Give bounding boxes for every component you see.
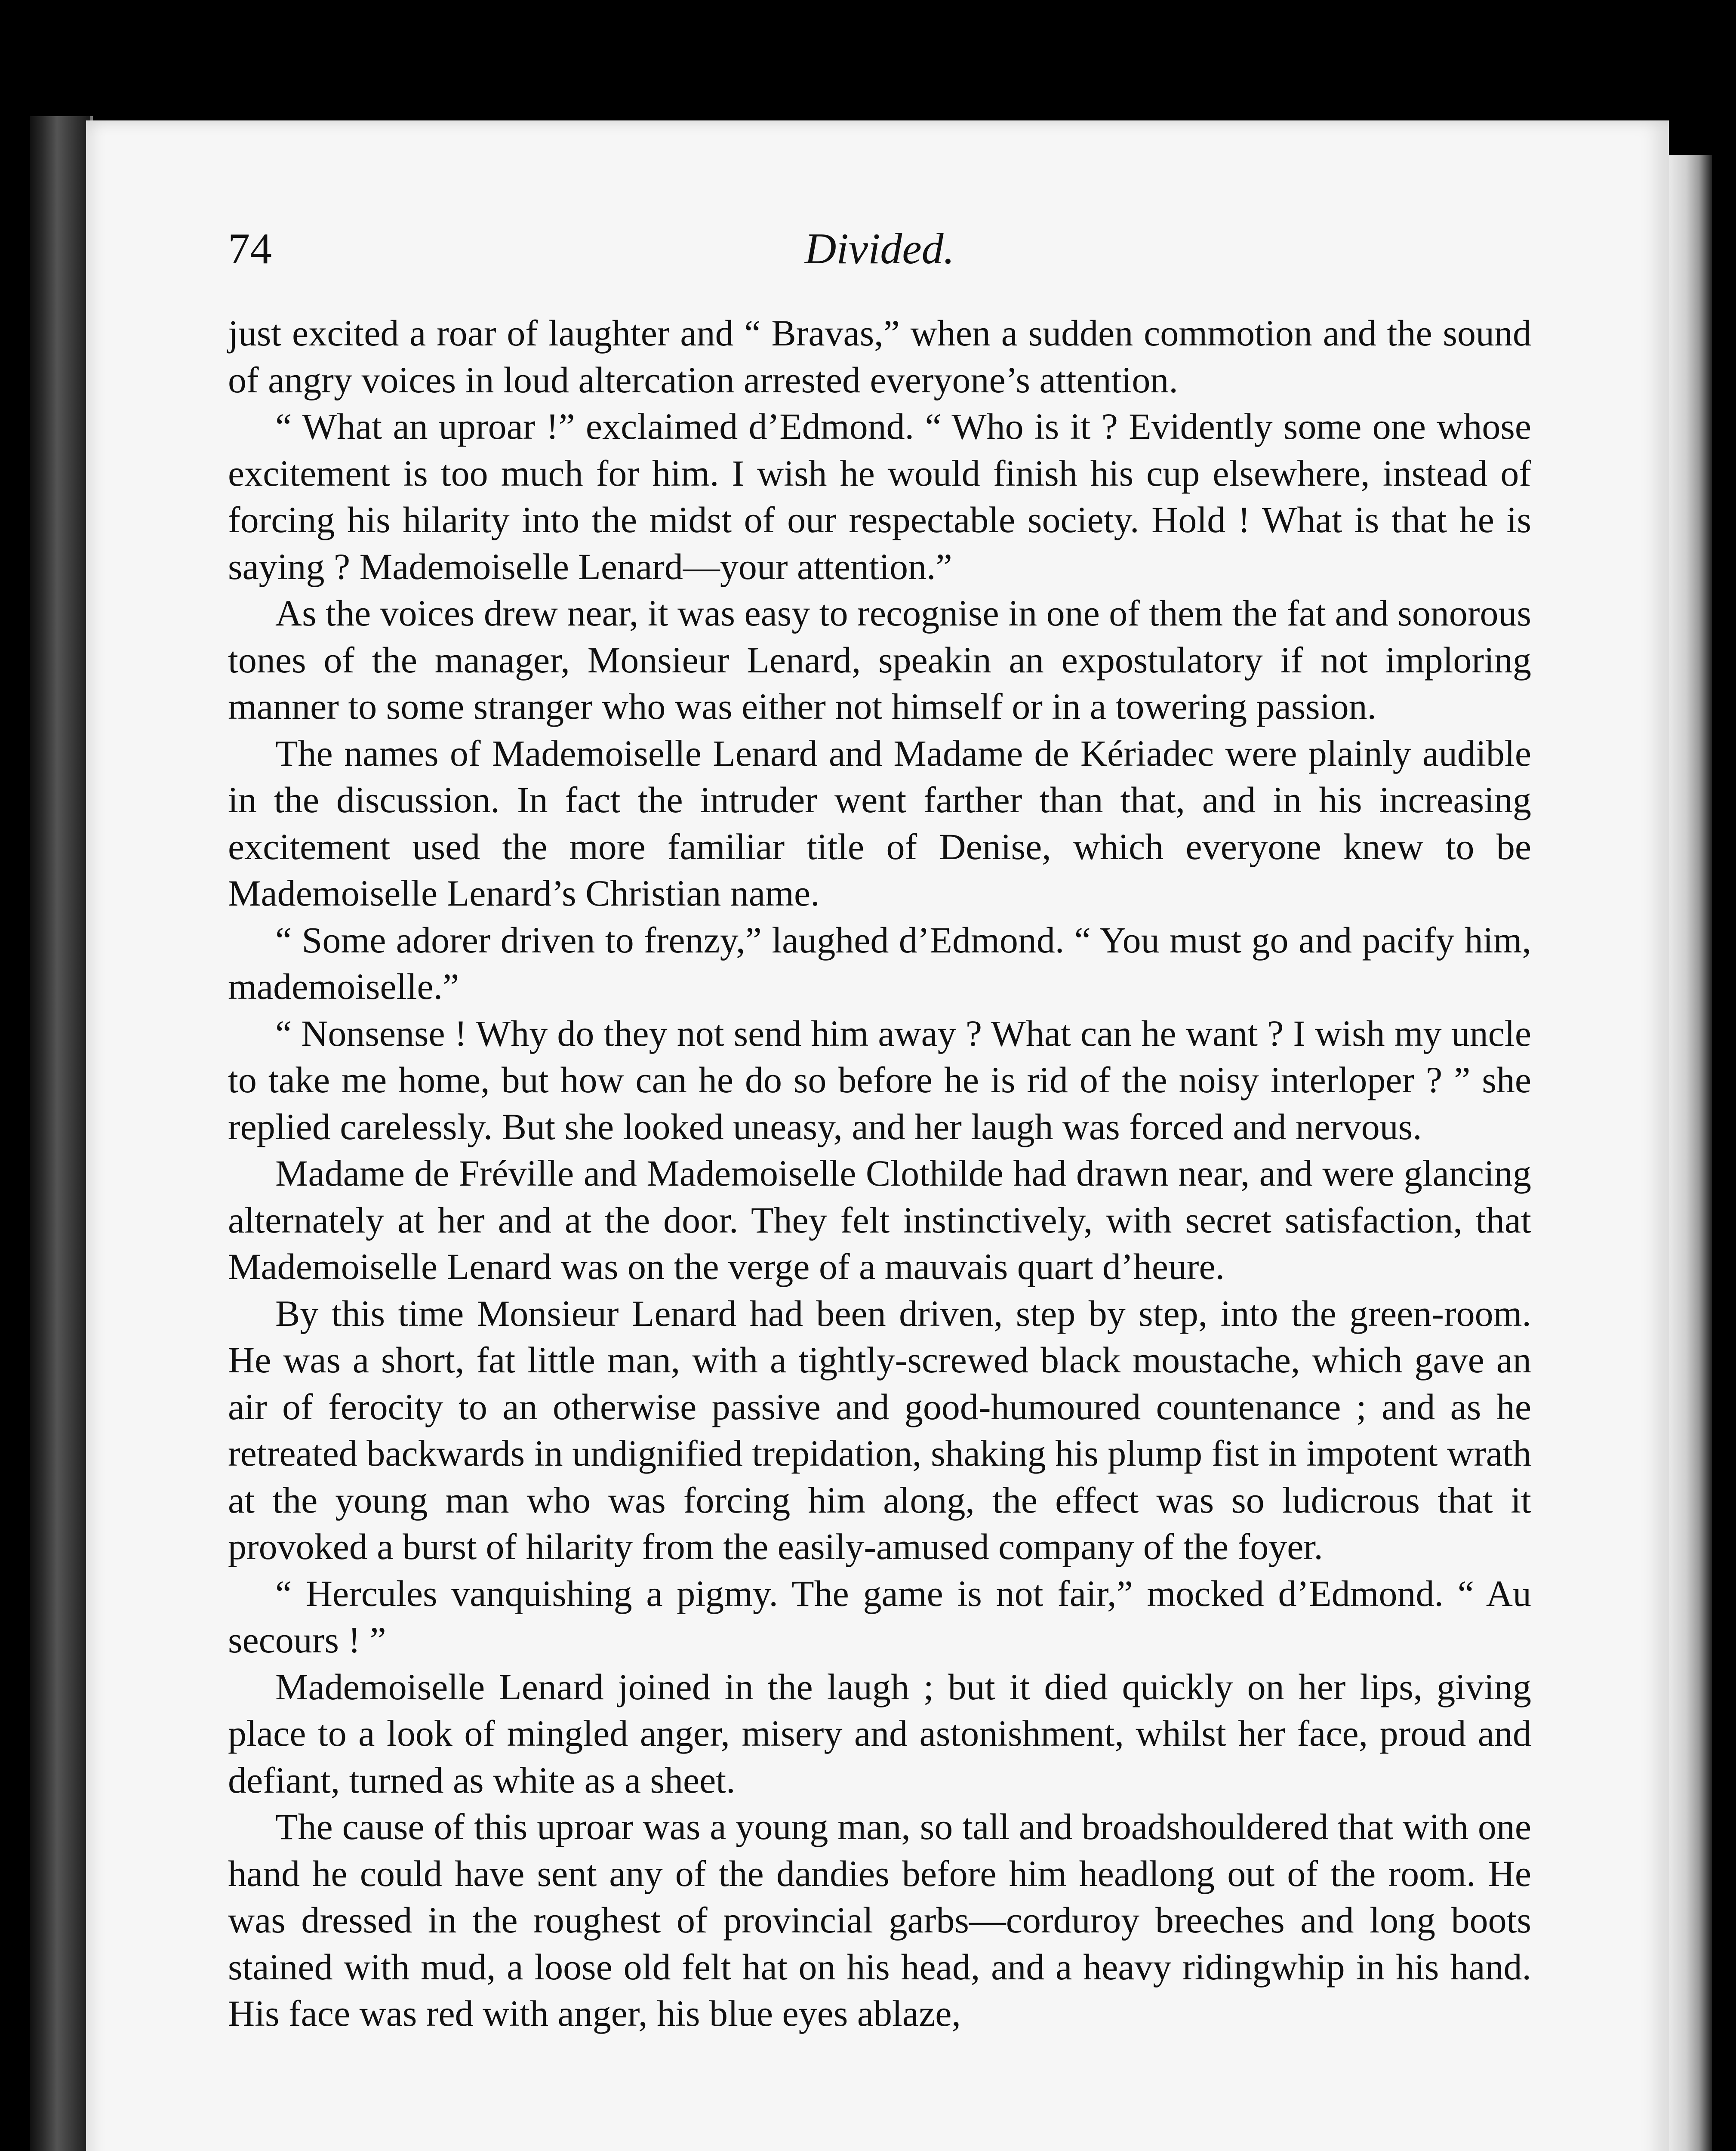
paragraph: “ Hercules vanquishing a pigmy. The game is not fair,” mocked d’Edmond. “ Au secours ! ”: [228, 1572, 1531, 1661]
paragraph: As the voices drew near, it was easy to recognise in one of them the fat and sonorous tones of the manager, Monsieur Lenard, speakin an expostulatory if not imploring manner to some stranger who was either not himself or in a towering passion.: [228, 592, 1531, 727]
page-stack-left-edge: [30, 116, 93, 2151]
paragraph: Mademoiselle Lenard joined in the laugh ; but it died quickly on her lips, giving place to a look of mingled anger, misery and astonishment, whilst her face, proud and defiant, turned as white as a sheet.: [228, 1666, 1531, 1801]
page-number: 74: [228, 225, 272, 273]
paragraph: “ Some adorer driven to frenzy,” laughed d’Edmond. “ You must go and pacify him, mademoiselle.”: [228, 919, 1531, 1007]
body-text: [228, 310, 1531, 2037]
paragraph: The cause of this uproar was a young man, so tall and broadshouldered that with one hand he could have sent any of the dandies before him headlong out of the room. He was dressed in the roughest of provincial garbs—corduroy breeches and long boots stained with mud, a loose old felt hat on his head, and a heavy ridingwhip in his hand. His face was red with anger, his blue eyes ablaze,: [228, 1806, 1531, 2034]
page-header: [228, 224, 1531, 275]
running-title: Divided.: [804, 225, 955, 273]
facing-page-edge: [1669, 155, 1712, 2151]
paragraph: The names of Mademoiselle Lenard and Madame de Kériadec were plainly audible in the discussion. In fact the intruder went farther than that, and in his increasing excitement used the more familiar title of Denise, which everyone knew to be Mademoiselle Lenard’s Christian name.: [228, 732, 1531, 914]
paragraph: “ Nonsense ! Why do they not send him away ? What can he want ? I wish my uncle to take me home, but how can he do so before he is rid of the noisy interloper ? ” she replied carelessly. But she looked uneasy, and her laugh was forced and nervous.: [228, 1012, 1531, 1147]
paragraph: Madame de Fréville and Mademoiselle Clothilde had drawn near, and were glancing alternately at her and at the door. They felt instinctively, with secret satisfaction, that Mademoiselle Lenard was on the verge of a mauvais quart d’heure.: [228, 1153, 1531, 1287]
paragraph: By this time Monsieur Lenard had been driven, step by step, into the green-room. He was a short, fat little man, with a tightly-screwed black moustache, which gave an air of ferocity to an otherwise passive and good-humoured countenance ; and as he retreated backwards in undignified trepidation, shaking his plump fist in impotent wrath at the young man who was forcing him along, the effect was so ludicrous that it provoked a burst of hilarity from the easily-amused company of the foyer.: [228, 1292, 1531, 1567]
paragraph: “ What an uproar !” exclaimed d’Edmond. “ Who is it ? Evidently some one whose excitement is too much for him. I wish he would finish his cup elsewhere, instead of forcing his hilarity into the midst of our respectable society. Hold ! What is that he is saying ? Mademoiselle Lenard—your attention.”: [228, 406, 1531, 587]
paragraph: just excited a roar of laughter and “ Bravas,” when a sudden commotion and the sound of angry voices in loud altercation arrested everyone’s attention.: [228, 312, 1531, 401]
